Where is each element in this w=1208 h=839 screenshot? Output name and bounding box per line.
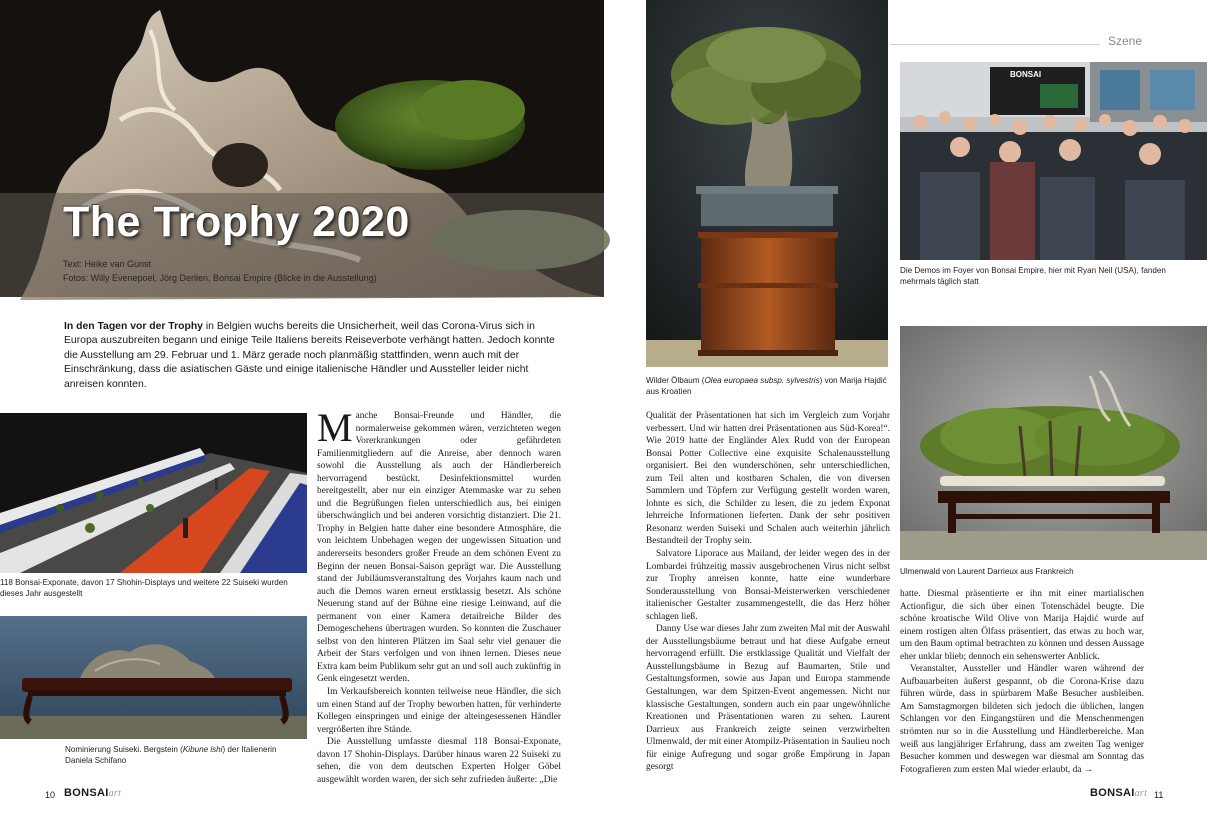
r-col1-paragraph-2: Salvatore Liporace aus Mailand, der leider wegen des in der Lombardei frühzeitig massiv ausgebrochenen Virus nicht selbst zur Trophy anreisen konnte, hatte eine wunderbare Sonderausstellung von Bonsai-Meisterwerken verschiedener italienischer Gestalter zusammengestellt, die das Herz höher schlagen ließ.	[646, 549, 890, 622]
photo-wild-olive	[646, 0, 888, 367]
photo-exhibition-hall	[0, 413, 307, 573]
r-col1-paragraph-3: Danny Use war dieses Jahr zum zweiten Mal mit der Auswahl der Ausstellungsbäume betraut und hat diese Aufgabe erneut hervorragend erfüllt. Die erstklassige Qualität und Vielfalt der Ausstellungsbäume in Bezug auf Baumarten, Stile und Gestaltungsformen, sowie aus Japan und Europa stammende Gestaltungen, war dem Spitzen-Event angemessen. Nicht nur klassische Gestaltungen, sondern auch ein paar ungewöhnliche Kreationen und Präsentationen waren zu sehen. Laurent Darrieux aus Frankreich zeigte seinen verzwirbelten Ulmenwald, der mit einer Atompilz-Präsentation in Saulieu noch für einige Aufregung und sogar große Empörung in Japan gesorgt	[646, 624, 890, 773]
paragraph-1	[317, 405, 561, 686]
olive-illustration	[646, 0, 888, 367]
r-col2-paragraph-2-text: Veranstalter, Aussteller und Händler waren während der Aufbauarbeiten äußerst gespannt, ob die Corona-Krise dazu führen würde, dass in spürbarem Maße Besucher ausbleiben. Am Samstagmorgen bildeten sich jedoch die üblichen, langen Schlangen vor den Eingangstüren und die Menschenmengen strömten nur so in die Ausstellung und Händlerbereiche. Man weiß aus langjähriger Erfahrung, dass am zweiten Tag weniger Besucher kommen und deswegen war diesmal am Sonntag das Fotografieren zum ersten Mal wieder erlaubt, da	[900, 664, 1144, 775]
logo-left-suffix: art	[108, 788, 122, 799]
caption-elm-forest: Ulmenwald von Laurent Darrieux aus Frankreich	[900, 567, 1074, 576]
paragraph-3: Die Ausstellung umfasste diesmal 118 Bonsai-Exponate, davon 17 Shohin-Displays. Darüber hinaus waren 22 Suiseki zu sehen, die von dem deutschen Experten Holger Göbel ausgewählt worden waren, der sich sehr zufrieden äußerte: „Die	[317, 737, 561, 785]
photo-suiseki	[0, 616, 307, 739]
paragraph-1-text: anche Bonsai-Freunde und Händler, die normalerweise gekommen wären, verzichteten wegen Vorerkrankungen oder gefährdeten Familienmitgliedern auf die Anreise, aber dennoch waren sowohl die Ausstellung als auch der Händlerbereich hervorragend bestückt. Desinfektionsmittel wurden bereitgestellt, aber nur ein einziger Atemmaske war zu sehen und die Begrüßungen fielen unterschiedlich aus, bei einigen überschwänglich und bei anderen vorsichtig distanziert. Die 21. Trophy in Belgien hatte daher eine besondere Atmosphäre, die von leichtem Unbehagen wegen der ungewissen Situation und andererseits besonders großer Freude an dem schönen Event zu Beginn der neuen Bonsai-Saison geprägt war. Die Ausstellung stand der Jubiläumsveranstaltung des Vorjahrs kaum nach und auch die Demos waren erneut erstklassig besetzt. Als schöne Neuerung stand auf der Bühne eine riesige Leinwand, auf die permanent von einer Kamera detailreiche Bilder des Demogeschehens übertragen wurden. So konnten die Zuschauer selbst von den hinteren Plätzen im Saal sehr viel genauer die Arbeit der Stars verfolgen und von ihnen lernen. Dieses neue Extra kam beim Publikum sehr gut an und soll auch zukünftig in Genk eingesetzt werden.	[317, 411, 561, 685]
caption-suiseki-a: Nominierung Suiseki. Bergstein (	[65, 745, 183, 754]
caption-olive-species: Olea europaea subsp. sylvestris	[704, 376, 820, 385]
article-title: The Trophy 2020	[63, 198, 410, 246]
r-col1-paragraph-1: Qualität der Präsentationen hat sich im Vergleich zum Vorjahr verbessert. Und wir hatten drei Präsentationen aus Süd-Korea!“. Wie 2019 hatte der Engländer Alex Rudd von der European Bonsai Potter Collective eine exquisite Schalenausstellung organisiert. Bei den wunderschönen, sehr unterschiedlichen, zum Teil alten und kostbaren Schalen, die von diversen Sammlern und Töpfern zur Verfügung gestellt worden waren, lohnte es sich, die Schilder zu lesen, die zu jedem Exponat lehrreiche Informationen lieferten. Dank der sehr positiven Resonanz werden Suiseki und Schalen auch weiterhin jährlich Bestandteil der Trophy sein.	[646, 411, 890, 547]
booth-sign: BONSAI	[1010, 70, 1042, 79]
caption-suiseki-b: ) der Italienerin Daniela Schifano	[65, 745, 277, 765]
caption-demo: Die Demos im Foyer von Bonsai Empire, hier mit Ryan Neil (USA), fanden mehrmals täglich statt	[900, 266, 1166, 286]
section-rule	[890, 44, 1100, 45]
right-body-column-2	[900, 588, 1144, 775]
right-body-column-1	[646, 410, 890, 775]
hall-illustration	[0, 413, 307, 573]
intro-lead: In den Tagen vor der Trophy	[64, 321, 203, 332]
r-col2-paragraph-1: hatte. Diesmal präsentierte er ihn mit einer martialischen Actionfigur, die sich über einen Totenschädel beugte. Die schöne kroatische Wild Olive von Marija Hajdić wurde auf einem rostigen alten Ölfass präsentiert, das etwas zu hoch war, um den Baum optimal betrachten zu können und dessen Aussage eher unklar blieb; dennoch ein sehenswerter Anblick.	[900, 589, 1144, 662]
photo-elm-forest	[900, 326, 1207, 560]
caption-olive-a: Wilder Ölbaum (	[646, 376, 705, 385]
continue-arrow-icon: →	[1083, 764, 1094, 775]
dropcap: M	[317, 405, 353, 450]
hero-photo-driftwood-bonsai	[0, 0, 604, 297]
crowd-illustration	[900, 62, 1207, 260]
caption-suiseki	[65, 744, 305, 766]
magazine-logo-left	[64, 787, 121, 799]
logo-left-text: BONSAI	[64, 787, 109, 799]
intro-paragraph	[64, 320, 562, 392]
paragraph-2: Im Verkaufsbereich konnten teilweise neue Händler, die sich um einen Stand auf der Trophy beworben hatten, für verhinderte Kollegen einspringen und einige der alteingesessenen Händler vergrößerten ihre Stände.	[317, 687, 561, 735]
caption-suiseki-species: Kibune ishi	[182, 745, 223, 754]
logo-right-suffix: art	[1134, 788, 1148, 799]
magazine-logo-right	[1090, 787, 1147, 799]
suiseki-illustration	[0, 616, 307, 739]
logo-right-text: BONSAI	[1090, 787, 1135, 799]
caption-exhibition-hall: 118 Bonsai-Exponate, davon 17 Shohin-Displays und weitere 22 Suiseki wurden dieses Jahr ausgestellt	[0, 578, 288, 598]
credit-photos: Fotos: Willy Evenepoel, Jörg Derlien, Bonsai Empire (Blicke in die Ausstellung)	[63, 273, 377, 283]
credit-text: Text: Heike van Gunst	[63, 259, 152, 269]
left-body-column	[317, 405, 561, 785]
page-number-left: 10	[45, 790, 56, 800]
elm-illustration	[900, 326, 1207, 560]
caption-wild-olive	[646, 375, 889, 397]
page-number-right: 11	[1154, 790, 1164, 800]
intro-rest: in Belgien wuchs bereits die Unsicherheit, weil das Corona-Virus sich in Europa auszubreiten begann und einige Teile Italiens bereits Reiseverbote verhängt hatten. Jedoch konnte die Ausstellung am 29. Februar und 1. März gerade noch planmäßig stattfinden, wenn auch mit der Einschränkung, dass die asiatischen Gäste und einige italienische Händler und Aussteller leider nicht anreisen konnten.	[64, 321, 555, 390]
caption-olive-b: ) von Marija Hajdić aus Kroatien	[646, 376, 887, 396]
photo-demo-crowd	[900, 62, 1207, 260]
section-label: Szene	[1108, 34, 1143, 48]
r-col2-paragraph-2	[900, 663, 1144, 776]
